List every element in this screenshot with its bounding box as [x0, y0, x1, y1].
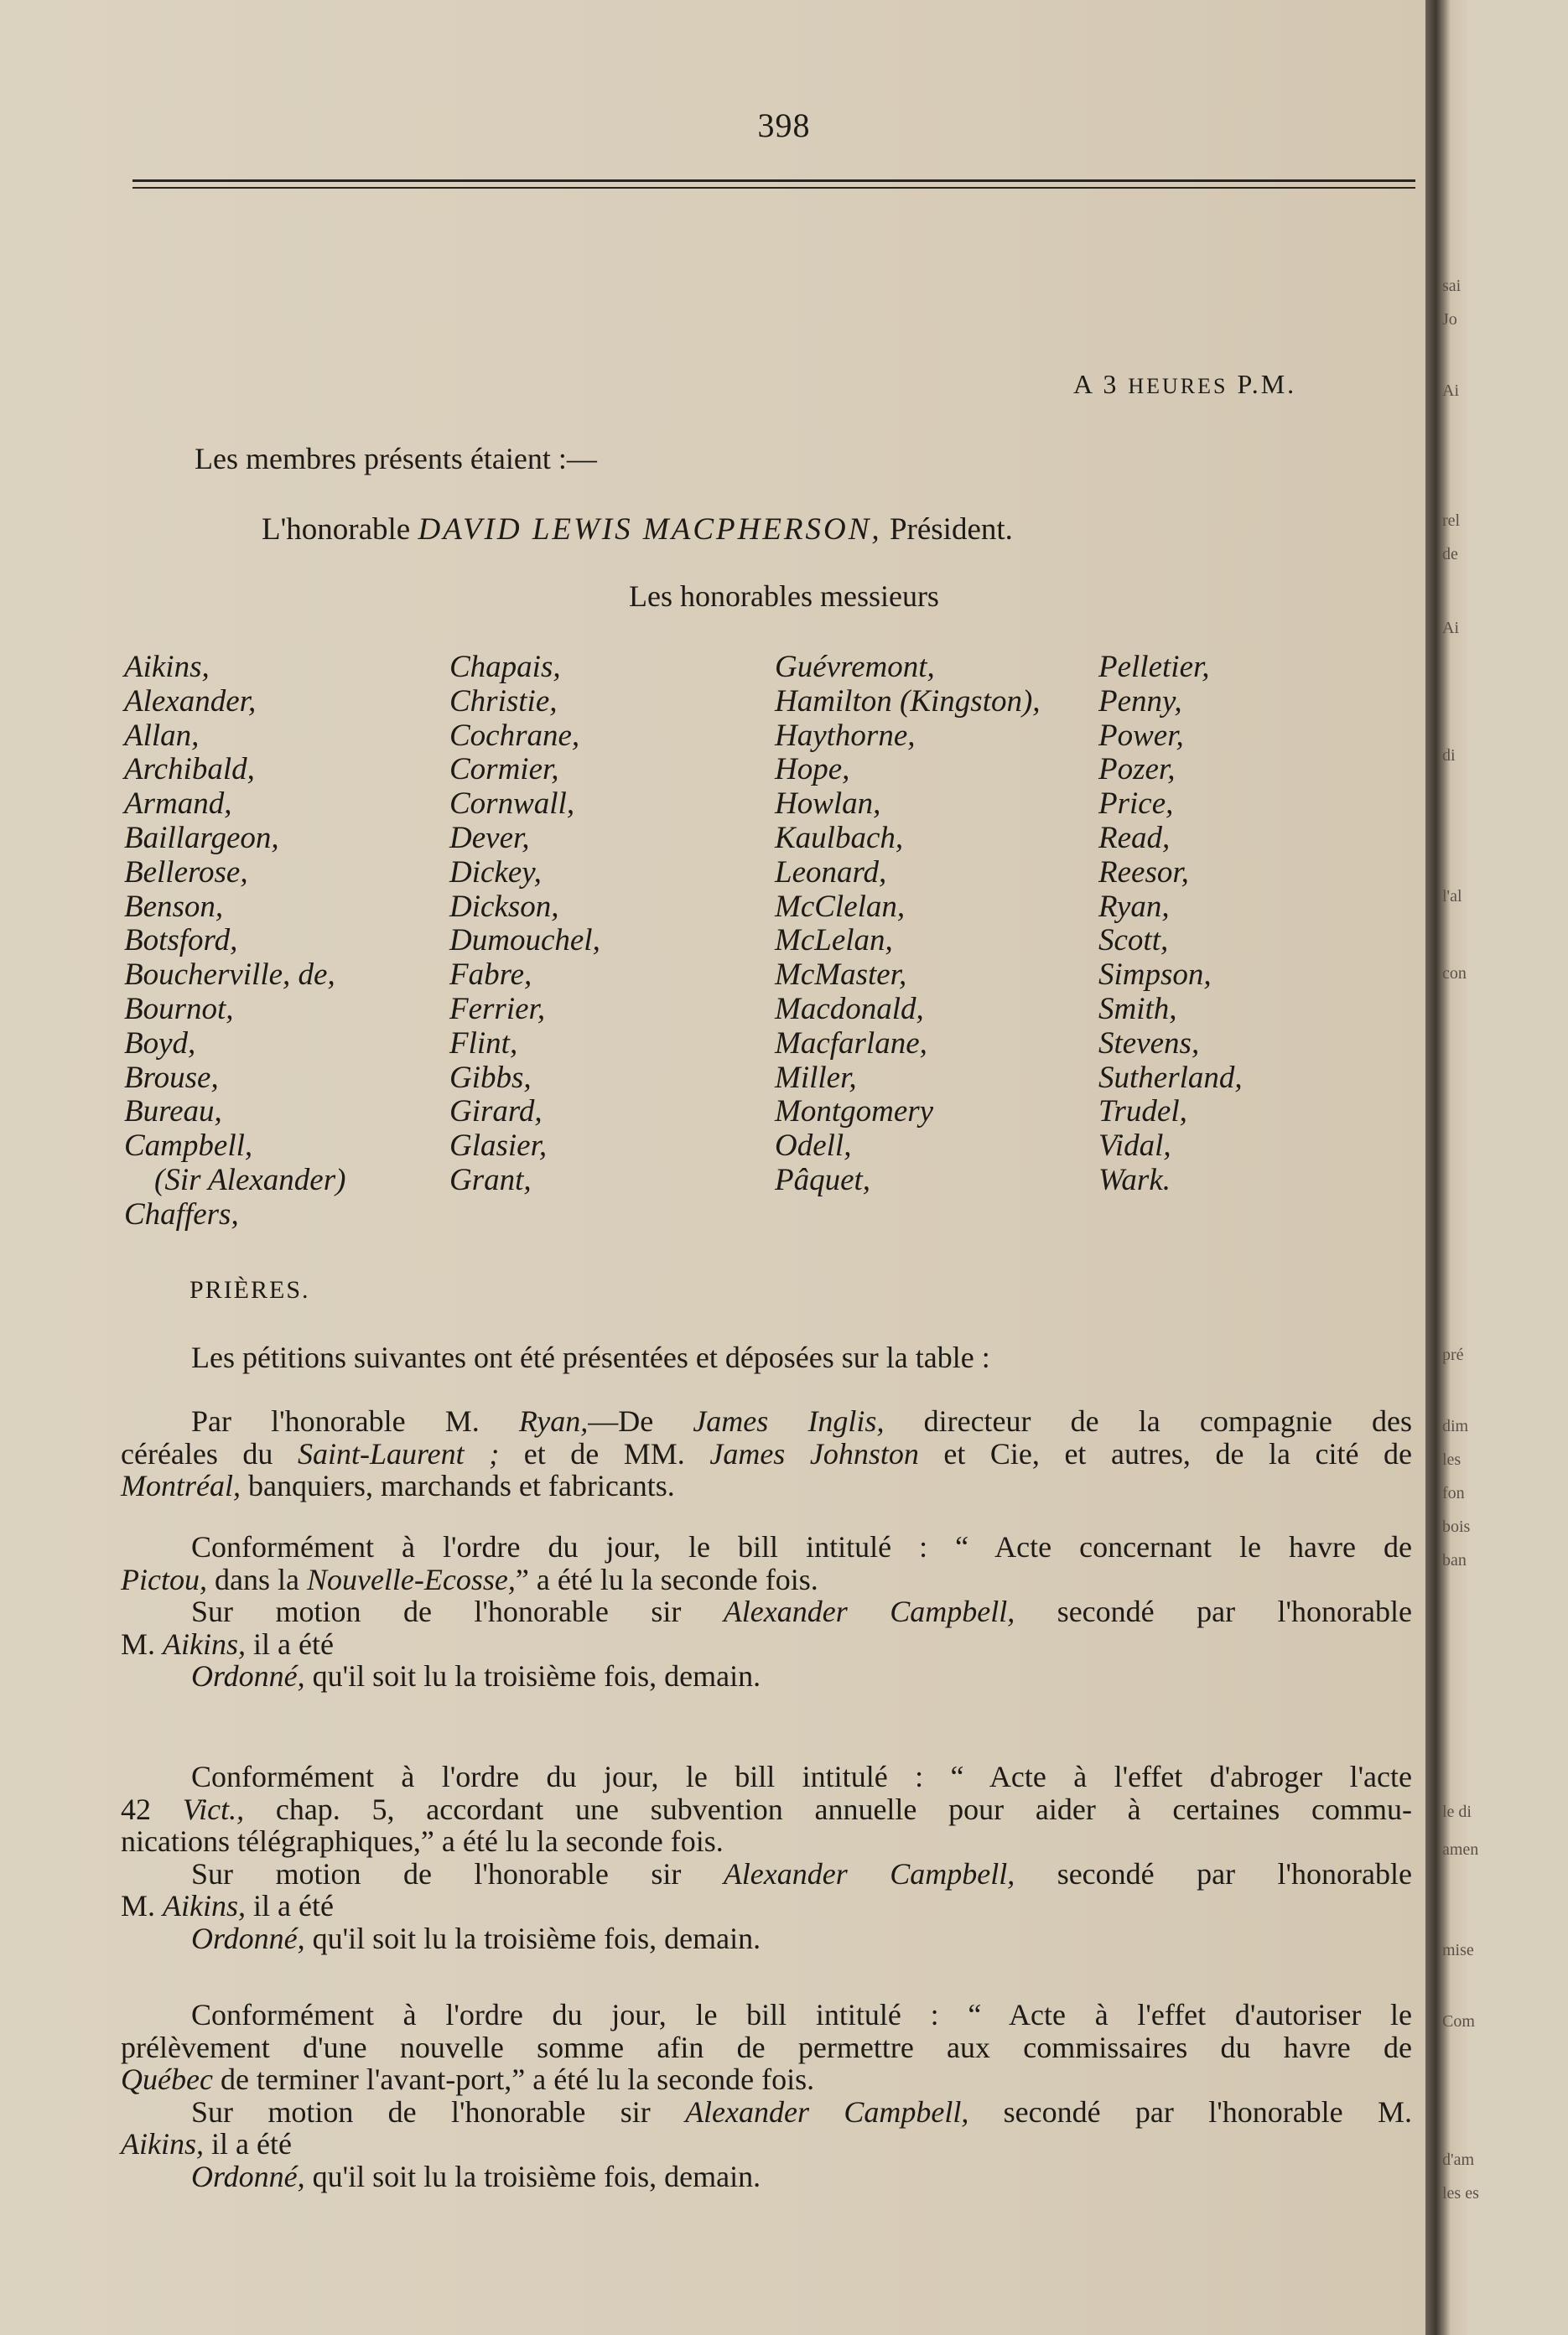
- members-column-4: [1098, 651, 1243, 1198]
- bleed-fragment: rel: [1442, 511, 1461, 530]
- member-name: Reesor,: [1098, 854, 1189, 890]
- member-name: Benson,: [124, 889, 224, 924]
- bleed-fragment: Ai: [1442, 619, 1459, 637]
- member-name: McLelan,: [775, 923, 893, 958]
- member-name: Smith,: [1098, 991, 1177, 1026]
- member-name: Archibald,: [124, 752, 255, 787]
- bleed-fragment: con: [1442, 964, 1467, 983]
- bleed-fragment: le di: [1442, 1803, 1472, 1821]
- bleed-fragment: sai: [1442, 277, 1462, 295]
- member-name: Bellerose,: [124, 854, 248, 890]
- bleed-fragment: ban: [1442, 1551, 1467, 1570]
- member-name: Wark.: [1098, 1162, 1171, 1197]
- member-name: Dever,: [449, 820, 530, 855]
- petitions-intro: Les pétitions suivantes ont été présentées et déposées sur la table :: [191, 1341, 990, 1374]
- members-column-1: [124, 651, 345, 1232]
- member-name: Boucherville, de,: [124, 957, 335, 993]
- member-name: Glasier,: [449, 1129, 548, 1164]
- member-name: Montgomery: [775, 1094, 934, 1129]
- member-name: Gibbs,: [449, 1060, 532, 1095]
- bleed-fragment: l'al: [1442, 887, 1462, 905]
- page-number: 398: [757, 106, 811, 144]
- member-name: Armand,: [124, 786, 232, 822]
- member-name: Pelletier,: [1098, 650, 1210, 684]
- bleed-fragment: Com: [1442, 2012, 1475, 2031]
- header-rule-thin: [132, 187, 1415, 189]
- member-name: Boyd,: [124, 1025, 196, 1061]
- member-name: Pozer,: [1098, 752, 1176, 787]
- bleed-fragment: d'am: [1442, 2151, 1475, 2169]
- member-name: McClelan,: [775, 889, 906, 924]
- member-name: Sutherland,: [1098, 1060, 1243, 1095]
- member-name: Bureau,: [124, 1094, 222, 1129]
- member-name: Christie,: [449, 683, 558, 719]
- header-rule: [132, 179, 1415, 182]
- member-name: Girard,: [449, 1094, 543, 1129]
- member-name: Scott,: [1098, 923, 1169, 958]
- member-name: Vidal,: [1098, 1129, 1171, 1164]
- member-name: Botsford,: [124, 923, 238, 958]
- bleed-fragment: Jo: [1442, 310, 1457, 329]
- member-name: Ferrier,: [449, 991, 546, 1026]
- member-name: Campbell,: [124, 1129, 253, 1164]
- member-name: Hope,: [775, 752, 850, 787]
- president-name: DAVID LEWIS MACPHERSON,: [418, 512, 882, 547]
- bleed-fragment: les: [1442, 1450, 1462, 1469]
- member-name: Trudel,: [1098, 1094, 1187, 1129]
- member-name: Haythorne,: [775, 718, 916, 753]
- member-name: Price,: [1098, 786, 1174, 822]
- bleed-fragment: dim: [1442, 1417, 1469, 1435]
- bleed-fragment: mise: [1442, 1941, 1474, 1959]
- member-name: Macfarlane,: [775, 1025, 927, 1061]
- member-name: Grant,: [449, 1162, 532, 1197]
- member-name: Guévremont,: [775, 650, 935, 684]
- member-name: Dickson,: [449, 889, 559, 924]
- member-name: Howlan,: [775, 786, 881, 822]
- prayers-heading: PRIÈRES.: [190, 1276, 310, 1304]
- member-name: Fabre,: [449, 957, 532, 993]
- member-name: Penny,: [1098, 683, 1182, 719]
- member-name: Dickey,: [449, 854, 542, 890]
- honorables-heading: Les honorables messieurs: [629, 579, 939, 613]
- bill-pictou-paragraph: Conformément à l'ordre du jour, le bill intitulé : “ Acte concernant le havre de Pictou, dans la Nouvelle-Ecosse,” a été lu la seconde fois. Sur motion de l'honorable sir Alexander Campbell, secondé par l'honorable M. Aikins, il a été Ordonné, qu'il soit lu la troisième fois, demain.: [121, 1530, 1412, 1694]
- member-name: Chaffers,: [124, 1196, 239, 1232]
- member-name: Stevens,: [1098, 1025, 1200, 1061]
- bill-telegraph-paragraph: Conformément à l'ordre du jour, le bill intitulé : “ Acte à l'effet d'abroger l'acte 42 Vict., chap. 5, accordant une subvention annuelle pour aider à certaines commu- nications télégraphiques,” a été lu la seconde fois. Sur motion de l'honorable sir Alexander Campbell, secondé par l'honorable M. Aikins, il a été Ordonné, qu'il soit lu la troisième fois, demain.: [121, 1760, 1413, 1955]
- member-name: Read,: [1098, 820, 1171, 855]
- bleed-fragment: bois: [1442, 1518, 1471, 1536]
- member-name: Flint,: [449, 1025, 518, 1061]
- president-line: L'honorable DAVID LEWIS MACPHERSON, Président.: [262, 512, 1013, 547]
- members-intro: Les membres présents étaient :—: [195, 442, 597, 475]
- bill-quebec-paragraph: Conformément à l'ordre du jour, le bill intitulé : “ Acte à l'effet d'autoriser le prélèvement d'une nouvelle somme afin de permettre aux commissaires du havre de Québec de terminer l'avant-port,” a été lu la seconde fois. Sur motion de l'honorable sir Alexander Campbell, secondé par l'honorable M. Aikins, il a été Ordonné, qu'il soit lu la troisième fois, demain.: [121, 1998, 1412, 2193]
- member-name: McMaster,: [775, 957, 907, 993]
- members-column-3: [775, 651, 1041, 1198]
- member-name: Simpson,: [1098, 957, 1212, 993]
- member-name: Miller,: [775, 1060, 857, 1095]
- member-name: Brouse,: [124, 1060, 219, 1095]
- member-name: Alexander,: [124, 683, 257, 719]
- member-name: Ryan,: [1098, 889, 1170, 924]
- member-name: Kaulbach,: [775, 820, 904, 855]
- session-time: A 3 HEURES P.M.: [1073, 369, 1297, 399]
- member-name: Odell,: [775, 1129, 852, 1164]
- bleed-fragment: fon: [1442, 1484, 1465, 1502]
- members-column-2: [449, 651, 600, 1198]
- member-name: Bournot,: [124, 991, 234, 1026]
- member-name: Baillargeon,: [124, 820, 279, 855]
- petition-paragraph: Par l'honorable M. Ryan,—De James Inglis, directeur de la compagnie des céréales du Saint-Laurent ; et de MM. James Johnston et Cie, et autres, de la cité de Montréal, banquiers, marchands et fabricants.: [121, 1404, 1412, 1503]
- member-name: Hamilton (Kingston),: [775, 683, 1041, 719]
- member-name: Leonard,: [775, 854, 887, 890]
- member-name: Power,: [1098, 718, 1184, 753]
- bleed-fragment: amen: [1442, 1840, 1479, 1859]
- bleed-fragment: les es: [1442, 2184, 1479, 2203]
- member-name: Dumouchel,: [449, 923, 600, 958]
- bleed-fragment: pré: [1442, 1346, 1464, 1364]
- bleed-fragment: di: [1442, 746, 1456, 765]
- member-name: (Sir Alexander): [154, 1162, 346, 1197]
- book-gutter: [1425, 0, 1479, 2335]
- member-name: Cochrane,: [449, 718, 580, 753]
- member-name: Cormier,: [449, 752, 559, 787]
- member-name: Cornwall,: [449, 786, 575, 822]
- member-name: Chapais,: [449, 650, 561, 684]
- member-name: Macdonald,: [775, 991, 924, 1026]
- bleed-fragment: de: [1442, 545, 1458, 563]
- member-name: Aikins,: [124, 650, 210, 684]
- bleed-fragment: Ai: [1442, 381, 1459, 400]
- member-name: Pâquet,: [775, 1162, 871, 1197]
- member-name: Allan,: [124, 718, 200, 753]
